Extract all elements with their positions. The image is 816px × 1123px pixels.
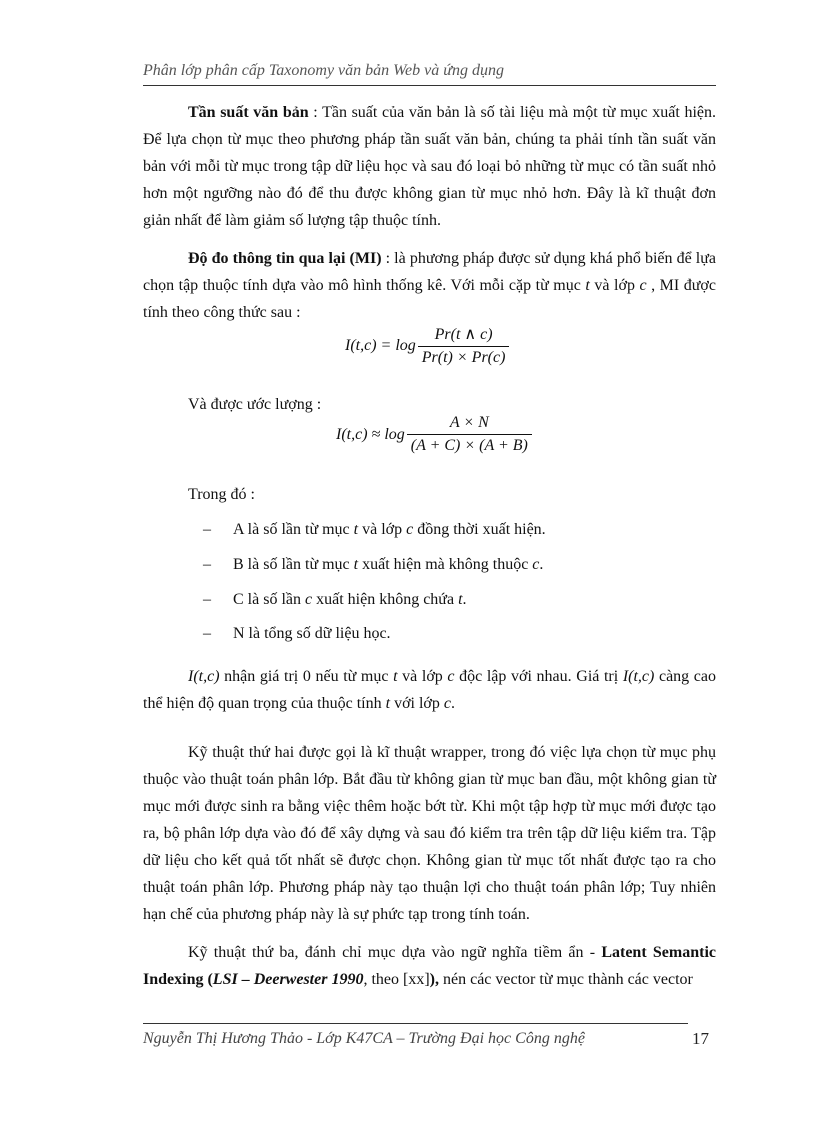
- mi-abbreviation: (MI): [345, 250, 382, 267]
- p2-text-b: và lớp: [589, 277, 640, 294]
- p3-text: độc lập với nhau. Giá trị: [454, 668, 623, 685]
- bullet-dash: –: [203, 591, 211, 608]
- p5-text: Kỹ thuật thứ ba, đánh chỉ mục dựa vào ngữ nghĩa tiềm ẩn -: [188, 944, 602, 961]
- bullet-text: A là số lần từ mục: [233, 521, 354, 538]
- bullet-text: xuất hiện không chứa: [312, 591, 459, 608]
- paragraph-lsi-technique: [143, 939, 716, 993]
- running-header: Phân lớp phân cấp Taxonomy văn bản Web và ứng dụng: [143, 62, 504, 79]
- p5-text: nén các vector từ mục thành các vector: [438, 971, 693, 988]
- formula2-denominator: (A + C) × (A + B): [407, 434, 532, 455]
- bullet-var: t: [353, 521, 359, 538]
- paragraph-document-frequency: [143, 99, 716, 234]
- formula-mi-definition: [345, 324, 509, 367]
- lsi-term: Latent Semantic Indexing (: [143, 944, 717, 988]
- p3-text: và lớp: [397, 668, 448, 685]
- bullet-var: c: [532, 556, 540, 573]
- lsi-term-close: ),: [429, 971, 439, 988]
- bullet-text: N là tổng số dữ liệu học.: [233, 625, 391, 642]
- footer-divider: [143, 1023, 688, 1024]
- expr-itc: I(t,c): [622, 668, 655, 685]
- p1-text: : Tần suất của văn bản là số tài liệu mà một từ mục xuất hiện. Để lựa chọn từ mục theo phương pháp tần suất văn bản, chúng ta phải tính tần suất văn bản với mỗi từ mục trong tập dữ liệu học và sau đó loại bỏ những từ mục có tần suất nhỏ hơn một ngưỡng nào đó để thu được không gian từ mục nhỏ hơn. Đây là kĩ thuật đơn giản nhất để làm giảm số lượng tập thuộc tính.: [143, 104, 717, 229]
- p5-reference: , theo [xx]: [363, 971, 430, 988]
- bullet-dash: –: [203, 625, 211, 642]
- p3-text: càng cao thể hiện độ quan trọng của thuộc tính: [143, 668, 716, 712]
- page-number: 17: [692, 1029, 709, 1048]
- bullet-text: xuất hiện mà không thuộc: [358, 556, 533, 573]
- p2-text-a: : là phương pháp được sử dụng khá phổ biến để lựa chọn tập thuộc tính dựa vào mô hình thống kê. Với mỗi cặp từ mục: [143, 250, 717, 294]
- bullet-var: c: [305, 591, 313, 608]
- formula-mi-estimate: [336, 414, 532, 455]
- term-mutual-information: Độ đo thông tin qua lại: [188, 250, 346, 267]
- var-t: t: [585, 277, 590, 294]
- bullet-var: c: [406, 521, 414, 538]
- formula1-fraction: [418, 324, 510, 367]
- p3-text: với lớp: [390, 695, 444, 712]
- bullet-item-b: [233, 556, 543, 574]
- bullet-dash: –: [203, 556, 211, 573]
- bullet-text: C là số lần: [233, 591, 305, 608]
- formula1-lhs: I(t,c) = log: [345, 336, 416, 354]
- bullet-item-c: [233, 591, 467, 609]
- bullet-item-a: [233, 521, 546, 539]
- bullet-dash: –: [203, 521, 211, 538]
- p3-text: .: [450, 695, 455, 712]
- paragraph-mutual-information: [143, 245, 716, 326]
- paragraph-wrapper-technique: Kỹ thuật thứ hai được gọi là kĩ thuật wrapper, trong đó việc lựa chọn từ mục phụ thuộc vào thuật toán phân lớp. Bắt đầu từ không gian từ mục ban đầu, một không gian từ mục mới được sinh ra bằng việc thêm hoặc bớt từ. Khi một tập hợp từ mục mới được tạo ra, bộ phân lớp dựa vào đó để xây dựng và sau đó kiểm tra trên tập dữ liệu kiểm tra. Tập dữ liệu cho kết quả tốt nhất sẽ được chọn. Không gian từ mục tốt nhất được tạo ra cho thuật toán phân lớp. Phương pháp này tạo thuận lợi cho thuật toán phân lớp; Tuy nhiên hạn chế của phương pháp này là sự phức tạp trong tính toán.: [143, 744, 716, 923]
- bullet-item-n: [233, 625, 391, 643]
- bullet-var: t: [458, 591, 463, 608]
- bullet-text: và lớp: [358, 521, 407, 538]
- paragraph-mi-interpretation: [143, 663, 716, 717]
- bullet-text: đồng thời xuất hiện.: [413, 521, 546, 538]
- term-document-frequency: Tần suất văn bản: [188, 104, 309, 121]
- running-footer: Nguyễn Thị Hương Thảo - Lớp K47CA – Trường Đại học Công nghệ: [143, 1030, 585, 1047]
- p2-text-c: , MI được tính theo công thức sau :: [143, 277, 716, 321]
- bullet-text: .: [462, 591, 467, 608]
- formula1-numerator: Pr(t ∧ c): [434, 326, 493, 343]
- lsi-citation: LSI – Deerwester 1990: [212, 971, 364, 988]
- var-c: c: [447, 668, 455, 685]
- formula1-denominator: Pr(t) × Pr(c): [418, 346, 510, 367]
- where-intro: Trong đó :: [188, 486, 255, 503]
- var-t: t: [385, 695, 391, 712]
- var-c: c: [639, 277, 647, 294]
- var-t: t: [393, 668, 398, 685]
- estimate-intro: Và được ước lượng :: [188, 396, 322, 413]
- bullet-text: .: [539, 556, 544, 573]
- bullet-text: B là số lần từ mục: [233, 556, 354, 573]
- header-divider: [143, 85, 716, 86]
- var-c: c: [443, 695, 451, 712]
- formula2-fraction: [407, 414, 532, 455]
- p3-text: nhận giá trị 0 nếu từ mục: [219, 668, 394, 685]
- bullet-var: t: [353, 556, 359, 573]
- expr-itc: I(t,c): [188, 668, 220, 685]
- formula2-numerator: A × N: [449, 414, 489, 431]
- formula2-lhs: I(t,c) ≈ log: [336, 425, 405, 443]
